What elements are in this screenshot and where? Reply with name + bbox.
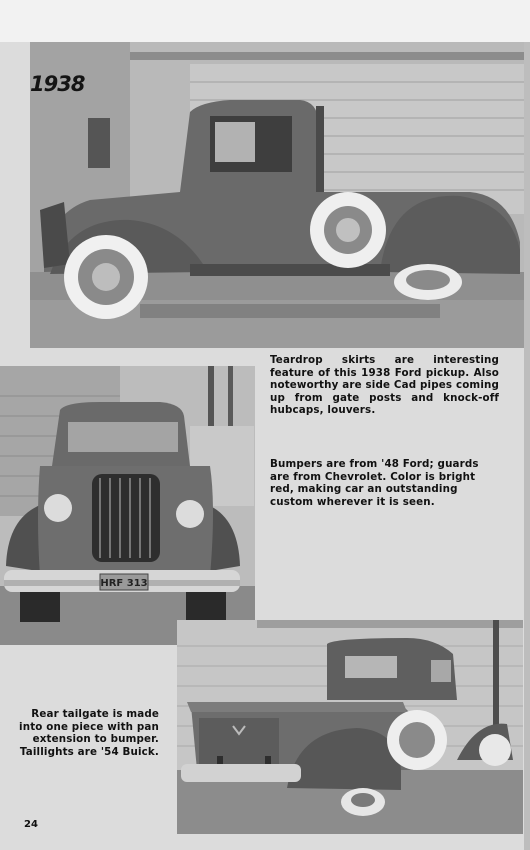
caption-teardrop-skirts: Teardrop skirts are interesting feature of this 1938 Ford pickup. Also noteworthy are side Cad pipes coming up from gate posts and knock-off hubcaps, louvers. xyxy=(270,354,499,417)
year-heading: 1938 xyxy=(30,72,85,96)
top-page-margin xyxy=(0,0,530,42)
photo-front-view xyxy=(0,366,255,645)
caption-rear-tailgate: Rear tailgate is made into one piece with pan extension to bumper. Taillights are '54 Buick. xyxy=(19,708,159,758)
page-number: 24 xyxy=(24,819,38,830)
photo-rear-view xyxy=(177,620,523,834)
photo-side-view xyxy=(30,42,524,348)
license-plate-text: HRF 313 xyxy=(100,578,148,589)
binding-edge xyxy=(524,42,530,850)
caption-bumpers: Bumpers are from '48 Ford; guards are from Chevrolet. Color is bright red, making car an outstanding custom wherever it is seen. xyxy=(270,458,479,508)
